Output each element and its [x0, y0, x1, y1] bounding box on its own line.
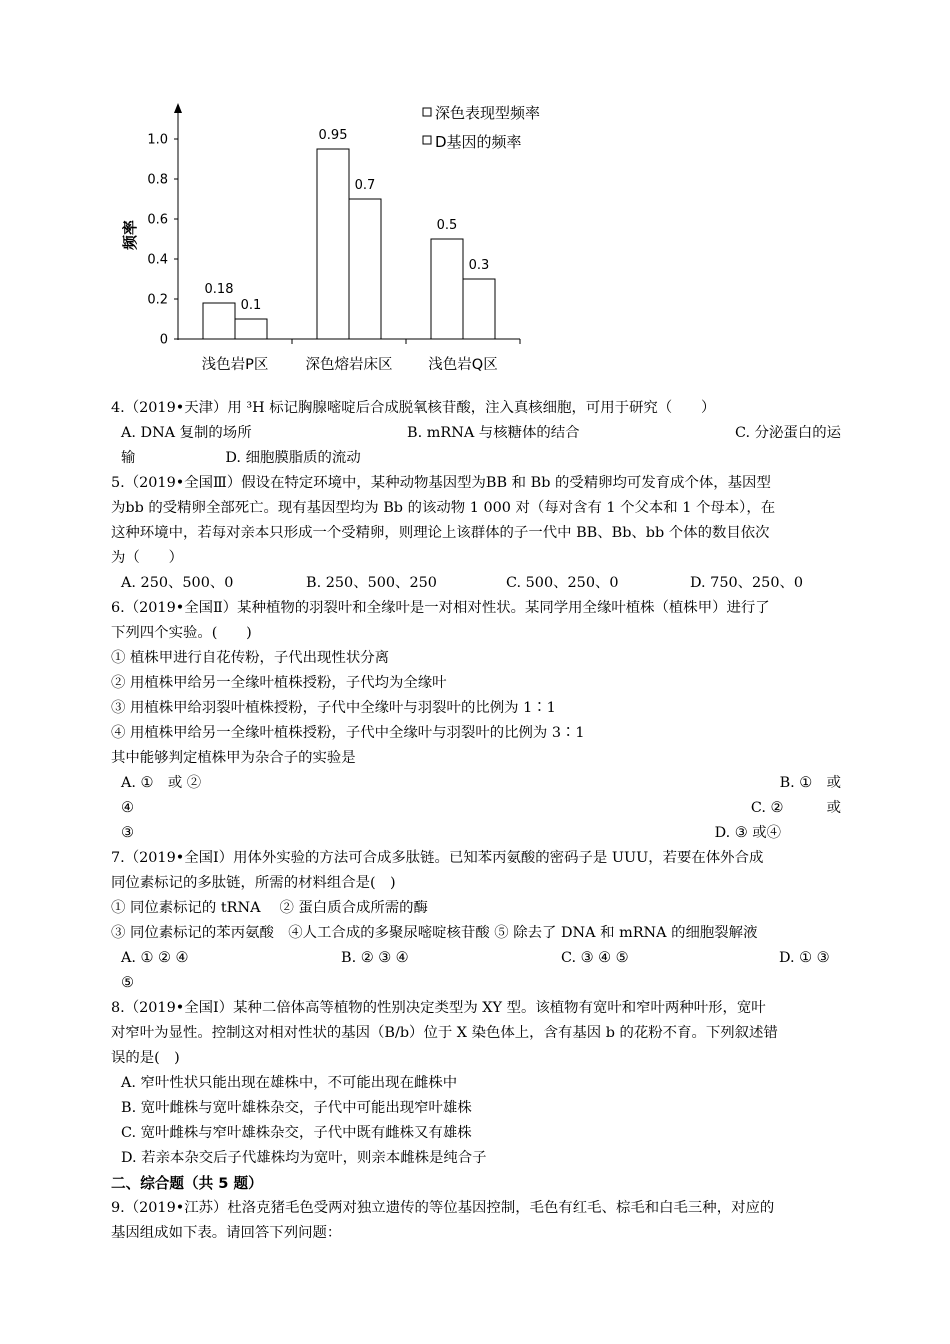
q5-option-d: D. 750、250、0	[690, 575, 804, 591]
bar-data-label: 0.95	[318, 128, 348, 143]
q8-option-b: B. 宽叶雌株与宽叶雄株杂交，子代中可能出现窄叶雄株	[121, 1100, 472, 1116]
q6-options-2	[111, 796, 841, 821]
bar-data-label: 0.3	[468, 258, 490, 273]
legend-entry: D基因的频率	[435, 133, 522, 151]
y-tick-label: 0.8	[147, 172, 168, 188]
q4-options-wrap	[111, 446, 841, 471]
q5-stem-2: 为bb 的受精卵全部死亡。现有基因型均为 Bb 的该动物 1 000 对（每对含有 1 个父本和 1 个母本），在	[111, 500, 776, 516]
legend-swatch	[423, 108, 431, 116]
section-heading: 二、综合题（共 5 题）	[111, 1175, 263, 1192]
bar-phenotype	[431, 239, 463, 339]
q6-item-4: ④ 用植株甲给另一全缘叶植株授粉，子代中全缘叶与羽裂叶的比例为 3∶1	[111, 725, 585, 741]
q7-option-d: D. ① ③	[779, 950, 830, 966]
x-category-label: 浅色岩Q区	[428, 357, 498, 373]
q5-option-b: B. 250、500、250	[306, 575, 437, 591]
q6-option-c-wrap: ③	[121, 825, 134, 841]
q6-option-b: B. ① 或	[779, 775, 841, 791]
q6-options-1	[111, 771, 841, 796]
y-tick-label: 0.2	[147, 292, 168, 308]
q6-option-d: D. ③ 或④	[714, 825, 781, 841]
q6-ask: 其中能够判定植株甲为杂合子的实验是	[111, 750, 356, 766]
q4-option-c: C. 分泌蛋白的运	[735, 425, 841, 441]
y-tick-label: 0.6	[147, 212, 168, 228]
q5-stem-4: 为（ ）	[111, 550, 183, 566]
q6-item-2: ② 用植株甲给另一全缘叶植株授粉，子代均为全缘叶	[111, 675, 447, 691]
q7-option-a: A. ① ② ④	[121, 950, 189, 966]
bar-chart	[105, 95, 595, 385]
y-axis-arrow	[174, 103, 182, 113]
q4-option-c-wrap: 输	[121, 450, 136, 466]
q8-option-a: A. 窄叶性状只能出现在雄株中，不可能出现在雌株中	[121, 1075, 458, 1091]
bar-gene	[235, 319, 267, 339]
bar-data-label: 0.1	[240, 298, 262, 313]
q8-option-c: C. 宽叶雌株与窄叶雄株杂交，子代中既有雌株又有雄株	[121, 1125, 472, 1141]
q6-option-b-wrap: ④	[121, 800, 134, 816]
q7-materials-1: ① 同位素标记的 tRNA ② 蛋白质合成所需的酶	[111, 900, 428, 916]
legend-swatch	[423, 136, 431, 144]
q9-stem-2: 基因组成如下表。请回答下列问题：	[111, 1225, 342, 1241]
q6-item-3: ③ 用植株甲给羽裂叶植株授粉，子代中全缘叶与羽裂叶的比例为 1∶1	[111, 700, 556, 716]
bar-phenotype	[203, 303, 235, 339]
q7-stem-1: 7.（2019•全国Ⅰ）用体外实验的方法可合成多肽链。已知苯丙氨酸的密码子是 UUU，若要在体外合成	[111, 850, 764, 866]
q8-option-d: D. 若亲本杂交后子代雄株均为宽叶，则亲本雌株是纯合子	[121, 1150, 487, 1166]
q4-option-d: D. 细胞膜脂质的流动	[225, 450, 361, 466]
q7-options	[111, 946, 841, 971]
x-category-label: 深色熔岩床区	[305, 357, 393, 373]
q4-stem: 4.（2019•天津）用 ³H 标记胸腺嘧啶后合成脱氧核苷酸，注入真核细胞，可用于研究（ ）	[111, 400, 716, 416]
q9-stem-1: 9.（2019•江苏）杜洛克猪毛色受两对独立遗传的等位基因控制，毛色有红毛、棕毛和白毛三种，对应的	[111, 1200, 775, 1216]
q6-stem-2: 下列四个实验。( )	[111, 625, 252, 641]
q7-option-c: C. ③ ④ ⑤	[561, 950, 629, 966]
q7-option-b: B. ② ③ ④	[341, 950, 409, 966]
q6-options-3	[111, 821, 841, 846]
q7-materials-2: ③ 同位素标记的苯丙氨酸 ④人工合成的多聚尿嘧啶核苷酸 ⑤ 除去了 DNA 和 mRNA 的细胞裂解液	[111, 925, 758, 941]
x-category-label: 浅色岩P区	[201, 357, 269, 373]
bar-phenotype	[317, 149, 349, 339]
q5-option-a: A. 250、500、0	[121, 575, 234, 591]
q5-stem-3: 这种环境中，若每对亲本只形成一个受精卵，则理论上该群体的子一代中 BB、Bb、bb 个体的数目依次	[111, 525, 770, 541]
bar-gene	[463, 279, 495, 339]
y-axis-label: 频率	[121, 219, 139, 251]
bar-gene	[349, 199, 381, 339]
q5-options	[111, 571, 841, 596]
q6-option-a: A. ① 或 ②	[121, 775, 202, 791]
q6-stem-1: 6.（2019•全国Ⅱ）某种植物的羽裂叶和全缘叶是一对相对性状。某同学用全缘叶植株（植株甲）进行了	[111, 600, 770, 616]
q4-option-b: B. mRNA 与核糖体的结合	[407, 425, 580, 441]
q8-stem-1: 8.（2019•全国Ⅰ）某种二倍体高等植物的性别决定类型为 XY 型。该植物有宽叶和窄叶两种叶形，宽叶	[111, 1000, 766, 1016]
q6-item-1: ① 植株甲进行自花传粉，子代出现性状分离	[111, 650, 389, 666]
bar-data-label: 0.5	[436, 218, 458, 233]
q8-stem-2: 对窄叶为显性。控制这对相对性状的基因（B/b）位于 X 染色体上，含有基因 b 的花粉不育。下列叙述错	[111, 1025, 778, 1041]
q7-option-d-wrap: ⑤	[121, 975, 134, 991]
q4-options	[111, 421, 841, 446]
q8-stem-3: 误的是( )	[111, 1050, 180, 1066]
y-tick-label: 0	[159, 332, 168, 348]
y-tick-label: 1.0	[147, 132, 168, 148]
legend-entry: 深色表现型频率	[435, 104, 541, 122]
q6-option-c: C. ② 或	[750, 800, 841, 816]
bar-data-label: 0.18	[204, 282, 234, 297]
q5-option-c: C. 500、250、0	[506, 575, 619, 591]
q7-stem-2: 同位素标记的多肽链，所需的材料组合是( )	[111, 875, 396, 891]
q5-stem-1: 5.（2019•全国Ⅲ）假设在特定环境中，某种动物基因型为BB 和 Bb 的受精卵均可发育成个体，基因型	[111, 475, 771, 491]
q4-option-a: A. DNA 复制的场所	[121, 425, 252, 441]
bar-data-label: 0.7	[354, 178, 376, 193]
legend	[423, 104, 540, 151]
question-text	[111, 396, 841, 1246]
y-tick-label: 0.4	[147, 252, 168, 268]
